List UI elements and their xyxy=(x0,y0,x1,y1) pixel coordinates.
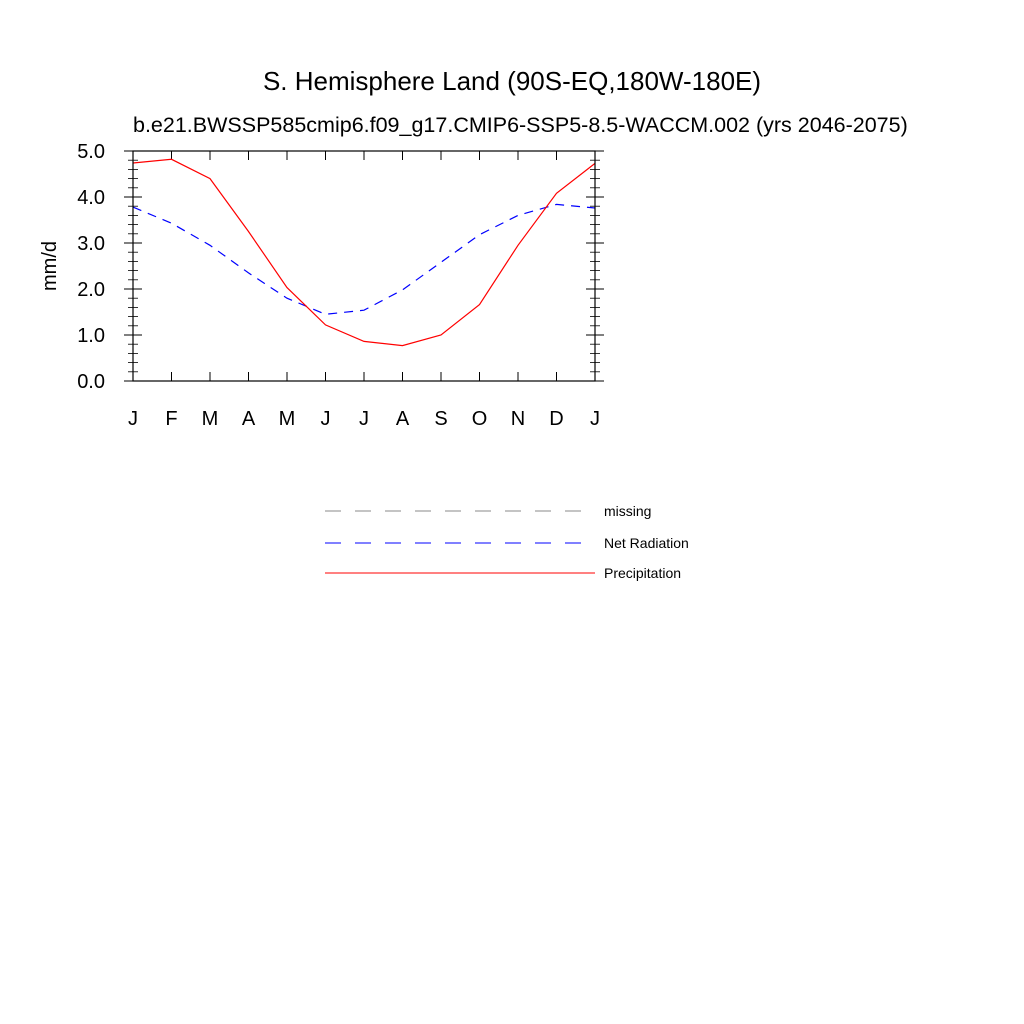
series-line-net-radiation xyxy=(133,204,595,314)
x-tick-label: S xyxy=(434,408,448,430)
y-tick-label: 5.0 xyxy=(77,141,105,163)
x-tick-label: M xyxy=(201,408,219,430)
legend-label: Net Radiation xyxy=(604,535,689,551)
x-tick-label: F xyxy=(165,408,178,430)
x-tick-label: D xyxy=(549,408,564,430)
y-tick-label: 1.0 xyxy=(77,325,105,347)
x-tick-label: N xyxy=(510,408,526,430)
x-tick-label: J xyxy=(128,408,138,430)
x-tick-label: J xyxy=(590,408,600,430)
chart-subtitle: b.e21.BWSSP585cmip6.f09_g17.CMIP6-SSP5-8.5-WACCM.002 (yrs 2046-2075) xyxy=(133,113,908,137)
x-tick-label: A xyxy=(395,408,410,430)
y-axis-label: mm/d xyxy=(39,241,61,291)
chart-series xyxy=(133,159,595,345)
x-tick-label: O xyxy=(471,408,488,430)
x-tick-label: J xyxy=(359,408,369,430)
axis-ticks xyxy=(124,151,604,381)
x-tick-label: A xyxy=(241,408,256,430)
y-tick-label: 3.0 xyxy=(77,233,105,255)
x-tick-label: J xyxy=(320,408,331,430)
legend-label: missing xyxy=(604,503,652,519)
series-line-precipitation xyxy=(133,159,595,345)
axis-labels xyxy=(77,141,600,430)
legend-label: Precipitation xyxy=(604,565,682,581)
chart-title: S. Hemisphere Land (90S-EQ,180W-180E) xyxy=(262,66,762,96)
plot-frame xyxy=(133,151,595,381)
x-tick-label: M xyxy=(278,408,296,430)
y-tick-label: 0.0 xyxy=(77,371,105,393)
y-tick-label: 2.0 xyxy=(77,279,105,301)
y-tick-label: 4.0 xyxy=(77,187,105,209)
legend xyxy=(325,503,689,581)
